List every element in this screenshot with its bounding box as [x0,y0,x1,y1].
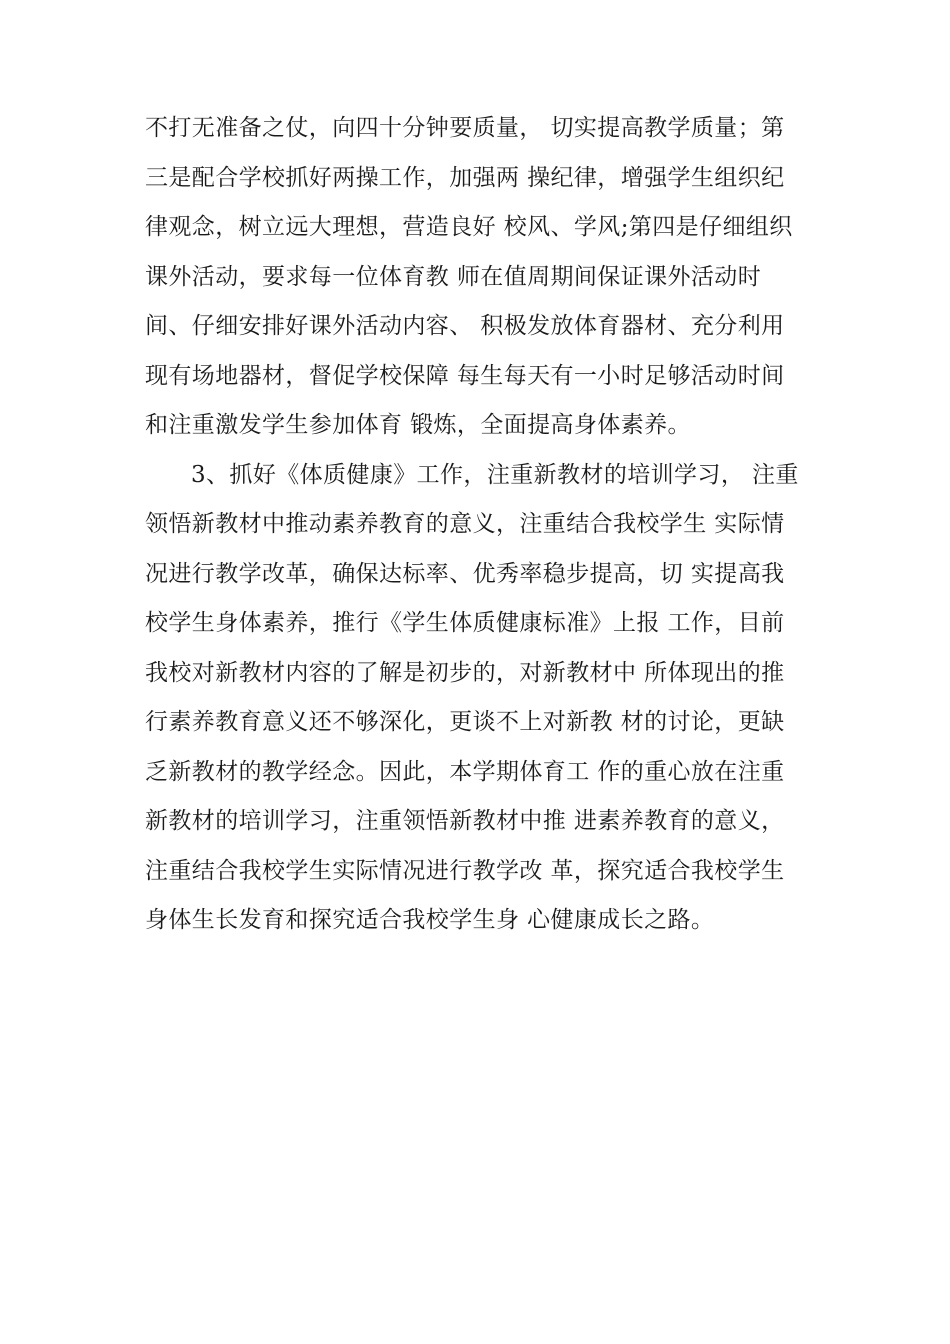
paragraph-line: 间、仔细安排好课外活动内容、 积极发放体育器材、充分利用 [145,313,785,339]
paragraph-line: 课外活动，要求每一位体育教 师在值周期间保证课外活动时 [145,263,762,290]
paragraph-line: 况进行教学改革，确保达标率、优秀率稳步提高，切 实提高我 [145,560,785,587]
paragraph-line: 领悟新教材中推动素养教育的意义，注重结合我校学生 实际情 [145,511,785,537]
paragraph-line: 不打无准备之仗，向四十分钟要质量， 切实提高教学质量；第 [145,115,785,141]
paragraph-2 [145,451,835,946]
paragraph-line: 我校对新教材内容的了解是初步的，对新教材中 所体现出的推 [145,659,785,686]
paragraph-line: 校学生身体素养，推行《学生体质健康标准》上报 工作，目前 [145,610,785,636]
paragraph-line: 三是配合学校抓好两操工作，加强两 操纪律，增强学生组织纪 [145,164,785,191]
paragraph-line: 身体生长发育和探究适合我校学生身 心健康成长之路。 [145,907,715,933]
paragraph-line: 注重结合我校学生实际情况进行教学改 革，探究适合我校学生 [145,857,785,884]
paragraph-line: 现有场地器材，督促学校保障 每生每天有一小时足够活动时间 [145,362,785,389]
paragraph-line: 律观念，树立远大理想，营造良好 校风、学风;第四是仔细组织 [145,214,793,240]
document-body [145,104,835,946]
paragraph-line: 乏新教材的教学经念。因此，本学期体育工 作的重心放在注重 [145,758,785,785]
paragraph-line: 新教材的培训学习，注重领悟新教材中推 进素养教育的意义， [145,808,785,834]
paragraph-1 [145,104,835,451]
paragraph-line: 和注重激发学生参加体育 锻炼，全面提高身体素养。 [145,412,691,438]
paragraph-line: 3、抓好《体质健康》工作，注重新教材的培训学习， 注重 [191,461,799,488]
paragraph-line: 行素养教育意义还不够深化，更谈不上对新教 材的讨论，更缺 [145,709,785,735]
